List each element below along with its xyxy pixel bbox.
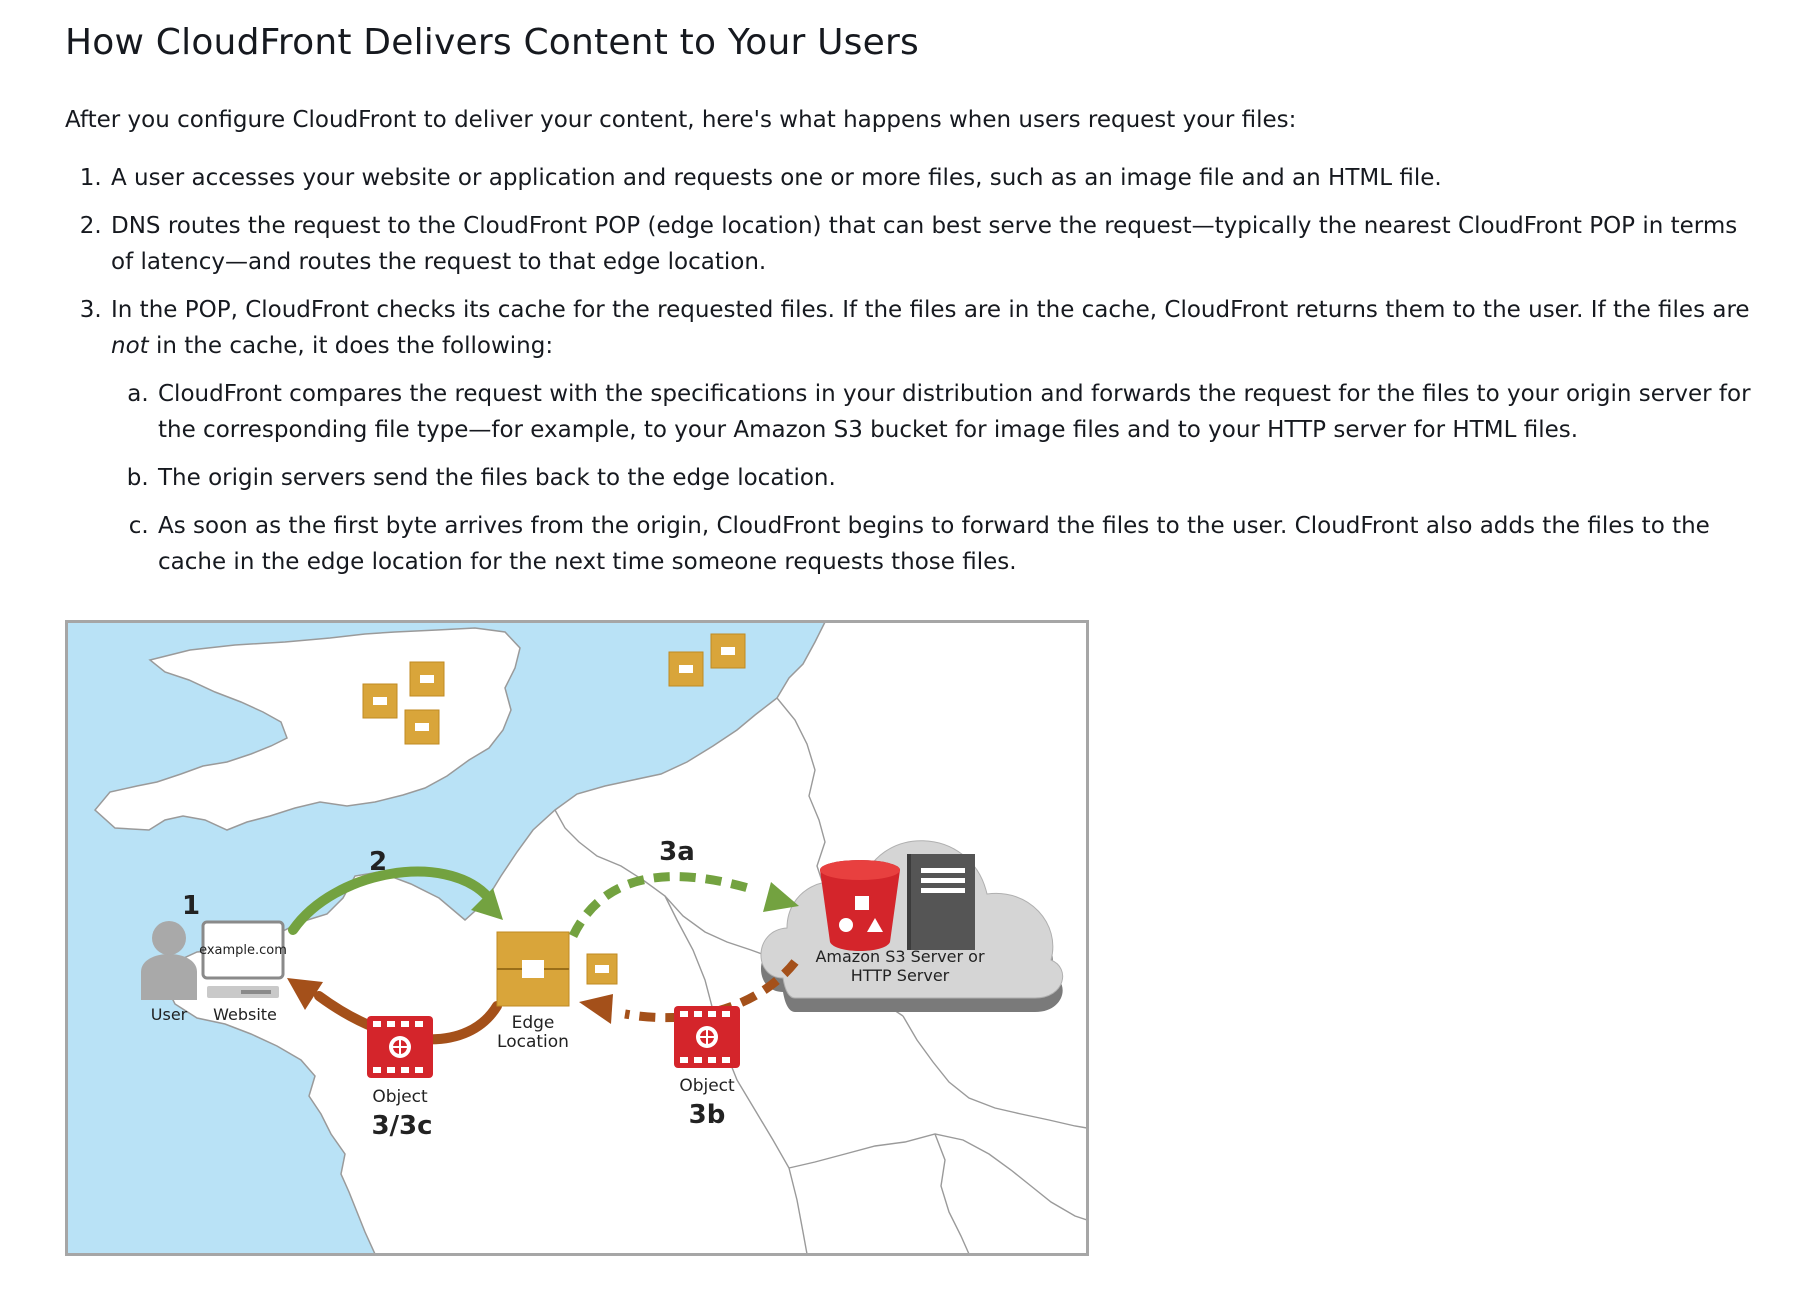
object-label: Object bbox=[372, 1087, 428, 1107]
pop-box-icon bbox=[711, 634, 745, 668]
http-server-icon bbox=[907, 854, 975, 950]
origin-label: HTTP Server bbox=[850, 966, 950, 985]
intro-paragraph: After you configure CloudFront to deliver your content, here's what happens when users request your files: bbox=[65, 107, 1297, 133]
pop-box-icon bbox=[669, 652, 703, 686]
step-label-3b: 3b bbox=[688, 1100, 726, 1130]
cloudfront-diagram bbox=[65, 620, 1089, 1256]
edge-location-icon bbox=[497, 932, 569, 1006]
origin-label: Amazon S3 Server or bbox=[815, 947, 985, 966]
object-film-icon bbox=[674, 1006, 740, 1068]
list-item: 2. DNS routes the request to the CloudFront POP (edge location) that can best serve the request—typically the nearest CloudFront POP in terms of latency—and routes the request to that edge location. bbox=[109, 208, 1765, 280]
document-content bbox=[65, 18, 1765, 592]
pop-box-icon bbox=[363, 684, 397, 718]
user-label: User bbox=[150, 1005, 188, 1024]
emphasis-text: not bbox=[111, 333, 149, 359]
list-item: a. CloudFront compares the request with the specifications in your distribution and forwards the request for the files to your origin server for the corresponding file type—for example, to your Amazon S3 bucket for image files and to your HTTP server for HTML files. bbox=[156, 376, 1765, 448]
page-title: How CloudFront Delivers Content to Your Users bbox=[65, 22, 919, 63]
object-label: Object bbox=[679, 1076, 735, 1096]
step-text: in the cache, it does the following: bbox=[148, 333, 554, 359]
step-text: In the POP, CloudFront checks its cache for the requested files. If the files are in the cache, CloudFront returns them to the user. If the files are bbox=[111, 297, 1750, 323]
edge-label: Edge bbox=[511, 1013, 555, 1033]
pop-box-icon bbox=[410, 662, 444, 696]
website-url: example.com bbox=[199, 943, 287, 958]
website-icon bbox=[203, 922, 283, 998]
s3-bucket-icon bbox=[820, 860, 900, 951]
pop-box-icon bbox=[587, 954, 617, 984]
pop-box-icon bbox=[405, 710, 439, 744]
object-film-icon bbox=[367, 1016, 433, 1078]
website-label: Website bbox=[213, 1005, 277, 1024]
list-item: 1. A user accesses your website or application and requests one or more files, such as an image file and an HTML file. bbox=[109, 160, 1765, 196]
step-label-2: 2 bbox=[368, 847, 388, 877]
step-label-1: 1 bbox=[181, 891, 201, 921]
steps-list bbox=[65, 160, 1765, 580]
list-item bbox=[109, 292, 1765, 580]
list-item: b. The origin servers send the files back to the edge location. bbox=[156, 460, 1765, 496]
diagram-svg bbox=[65, 620, 1089, 1256]
step-label-3a: 3a bbox=[659, 837, 695, 867]
list-item: c. As soon as the first byte arrives from the origin, CloudFront begins to forward the files to the user. CloudFront also adds the files to the cache in the edge location for the next time someone requests those files. bbox=[156, 508, 1765, 580]
edge-label: Location bbox=[497, 1032, 569, 1052]
substeps-list bbox=[111, 376, 1765, 580]
step-label-3-3c: 3/3c bbox=[371, 1111, 433, 1141]
